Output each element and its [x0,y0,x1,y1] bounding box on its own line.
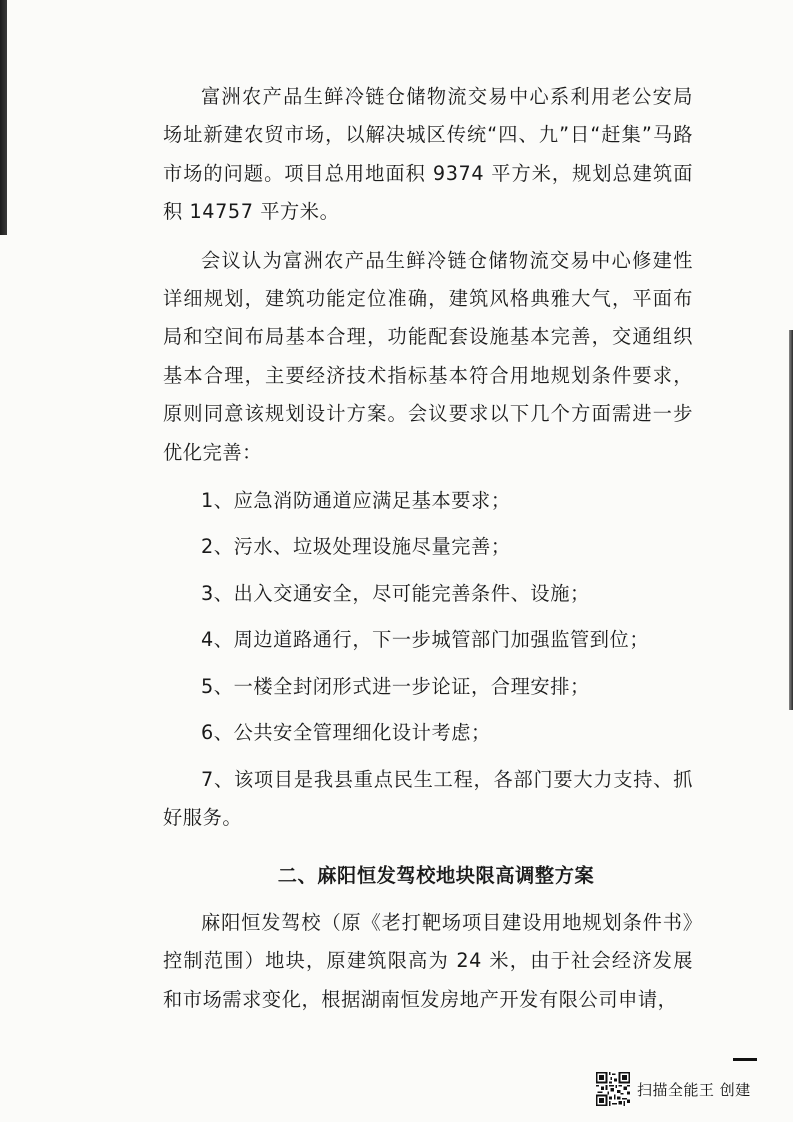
list-item: 3、出入交通安全，尽可能完善条件、设施； [201,581,590,605]
list-item: 7、该项目是我县重点民生工程，各部门要大力支持、抓好服务。 [163,767,693,829]
page-mark [733,1058,757,1061]
requirement-list [163,482,693,845]
scanner-app-label: 扫描全能王 创建 [637,1080,751,1099]
document-body [163,78,693,1029]
qr-code-icon [596,1072,630,1106]
paragraph-meeting-opinion: 会议认为富洲农产品生鲜冷链仓储物流交易中心修建性详细规划，建筑功能定位准确，建筑风格典雅大气，平面布局和空间布局基本合理，功能配套设施基本完善，交通组织基本合理，主要经济技术指标基本符合用地规划条件要求，原则同意该规划设计方案。会议要求以下几个方面需进一步优化完善： [163,248,693,464]
scan-shadow-right [789,330,793,710]
list-item: 4、周边道路通行，下一步城管部门加强监管到位； [201,628,650,652]
paragraph-project-intro: 富洲农产品生鲜冷链仓储物流交易中心系利用老公安局场址新建农贸市场，以解决城区传统“四、九”日“赶集”马路市场的问题。项目总用地面积 9374 平方米，规划总建筑面积 14757 平方米。 [163,85,693,224]
paragraph-driving-school: 麻阳恒发驾校（原《老打靶场项目建设用地规划条件书》控制范围）地块，原建筑限高为 24 米，由于社会经济发展和市场需求变化，根据湖南恒发房地产开发有限公司申请， [163,910,693,1011]
list-item: 2、污水、垃圾处理设施尽量完善； [201,535,511,559]
list-item: 6、公共安全管理细化设计考虑； [201,721,491,745]
scan-shadow-left [0,0,7,235]
list-item: 5、一楼全封闭形式进一步论证，合理安排； [201,674,590,698]
list-item: 1、应急消防通道应满足基本要求； [201,489,511,513]
scanner-watermark [596,1070,751,1108]
section-heading: 二、麻阳恒发驾校地块限高调整方案 [277,864,595,888]
